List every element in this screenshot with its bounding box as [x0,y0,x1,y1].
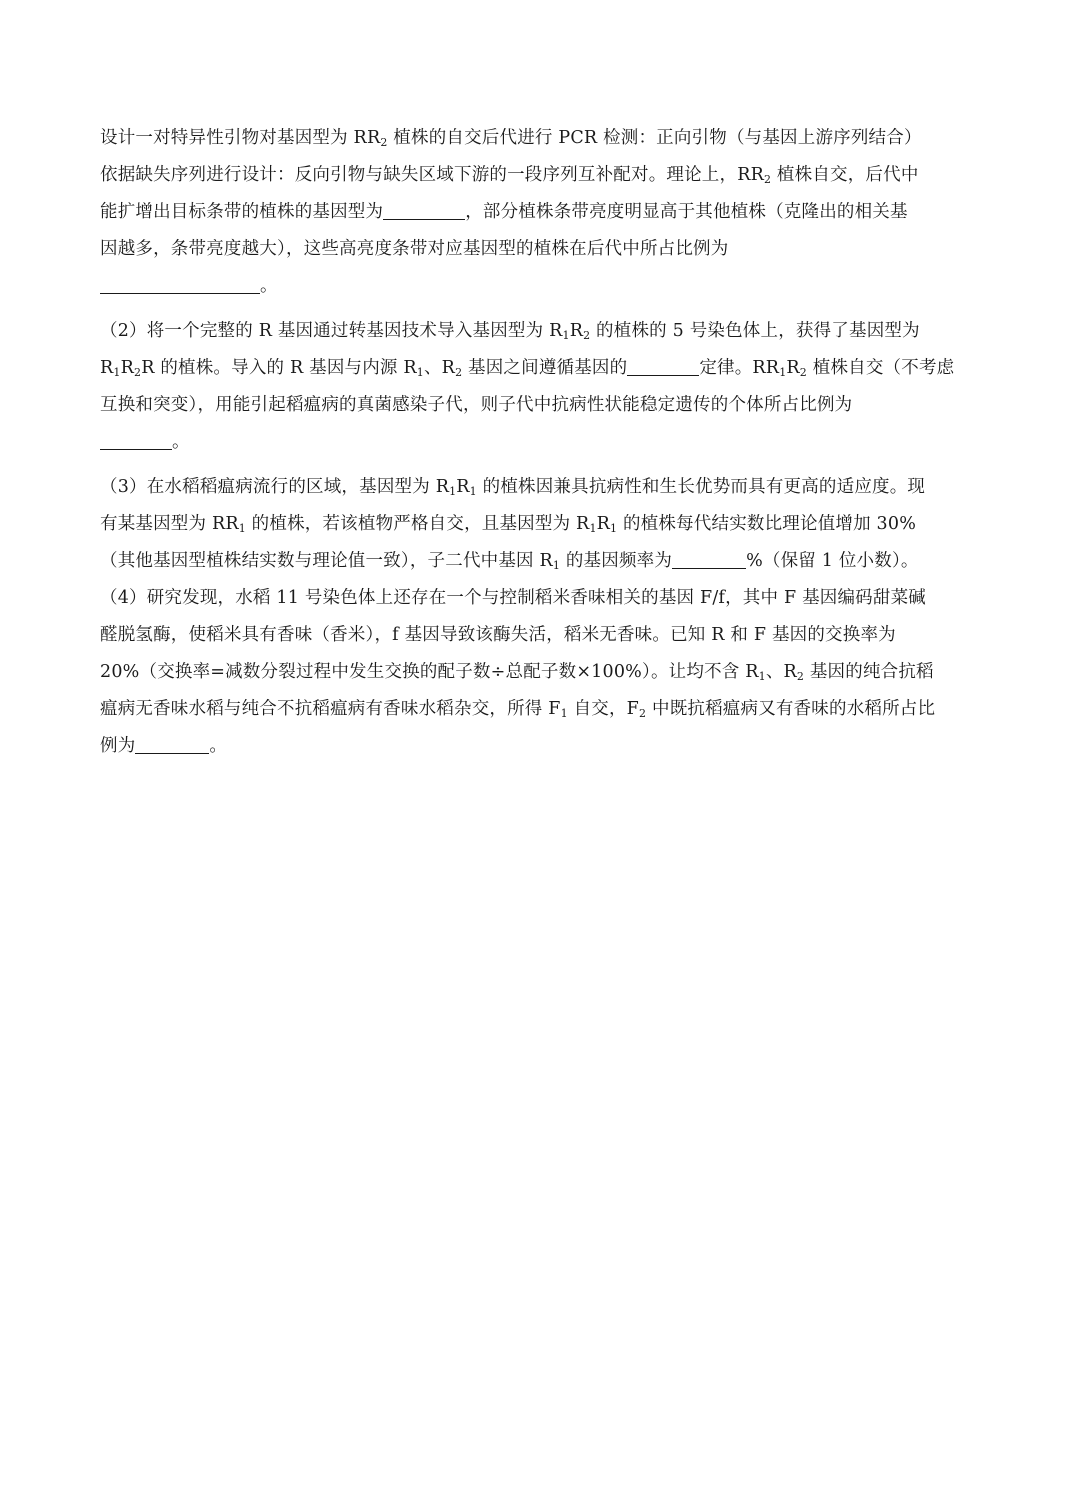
answer-blank-frequency[interactable] [672,551,746,570]
answer-blank-genotype[interactable] [383,202,465,221]
question-part-3 [100,469,980,580]
text-line: 依据缺失序列进行设计：反向引物与缺失区域下游的一段序列互补配对。理论上，$RR_2$ 植株自交，后代中 [100,165,919,186]
text-line: 。 [100,268,980,305]
answer-blank-proportion[interactable] [100,276,260,295]
text-line: 能扩增出目标条带的植株的基因型为 ，部分植株条带亮度明显高于其他植株（克隆出的相关基 [100,202,908,222]
text-line: 设计一对特异性引物对基因型为 $RR_2$ 植株的自交后代进行 PCR 检测：正向引物（与基因上游序列结合） [100,128,922,149]
answer-blank-fragrant-proportion[interactable] [135,736,209,755]
text-line: 20%（交换率=减数分裂过程中发生交换的配子数÷总配子数×100%）。让均不含 $R_1$、$R_2$ 基因的纯合抗稻 [100,662,934,683]
text-line: 因越多，条带亮度越大），这些高亮度条带对应基因型的植株在后代中所占比例为 [100,239,729,259]
text-line: （其他基因型植株结实数与理论值一致），子二代中基因 $R_1$ 的基因频率为 %（保留 1 位小数）。 [100,551,919,572]
question-part-4 [100,580,980,765]
text-line: $R_1R_2R$ 的植株。导入的 R 基因与内源 $R_1$、$R_2$ 基因之间遵循基因的 定律。$RR_1R_2$ 植株自交（不考虑 [100,358,955,379]
text-line: 瘟病无香味水稻与纯合不抗稻瘟病有香味水稻杂交，所得 $F_1$ 自交，$F_2$ 中既抗稻瘟病又有香味的水稻所占比 [100,699,936,720]
text-line: 互换和突变），用能引起稻瘟病的真菌感染子代，则子代中抗病性状能稳定遗传的个体所占比例为 [100,395,853,415]
answer-blank-law[interactable] [627,358,699,377]
text-line: 醛脱氢酶，使稻米具有香味（香米），f 基因导致该酶失活，稻米无香味。已知 R 和 F 基因的交换率为 [100,625,896,645]
text-line: （4）研究发现，水稻 11 号染色体上还存在一个与控制稻米香味相关的基因 F/f，其中 F 基因编码甜菜碱 [100,588,926,608]
answer-blank-stable-proportion[interactable] [100,432,172,451]
text-line: 有某基因型为 $RR_1$ 的植株，若该植物严格自交，且基因型为 $R_1R_1$ 的植株每代结实数比理论值增加 30% [100,514,917,535]
question-continuation [100,120,980,305]
text-line: 。 [100,424,980,461]
text-line: （3）在水稻稻瘟病流行的区域，基因型为 $R_1R_1$ 的植株因兼具抗病性和生长优势而具有更高的适应度。现 [100,477,926,498]
question-part-2 [100,313,980,461]
text-line: 例为 。 [100,736,228,756]
text-line: （2）将一个完整的 R 基因通过转基因技术导入基因型为 $R_1R_2$ 的植株的 5 号染色体上，获得了基因型为 [100,321,920,342]
